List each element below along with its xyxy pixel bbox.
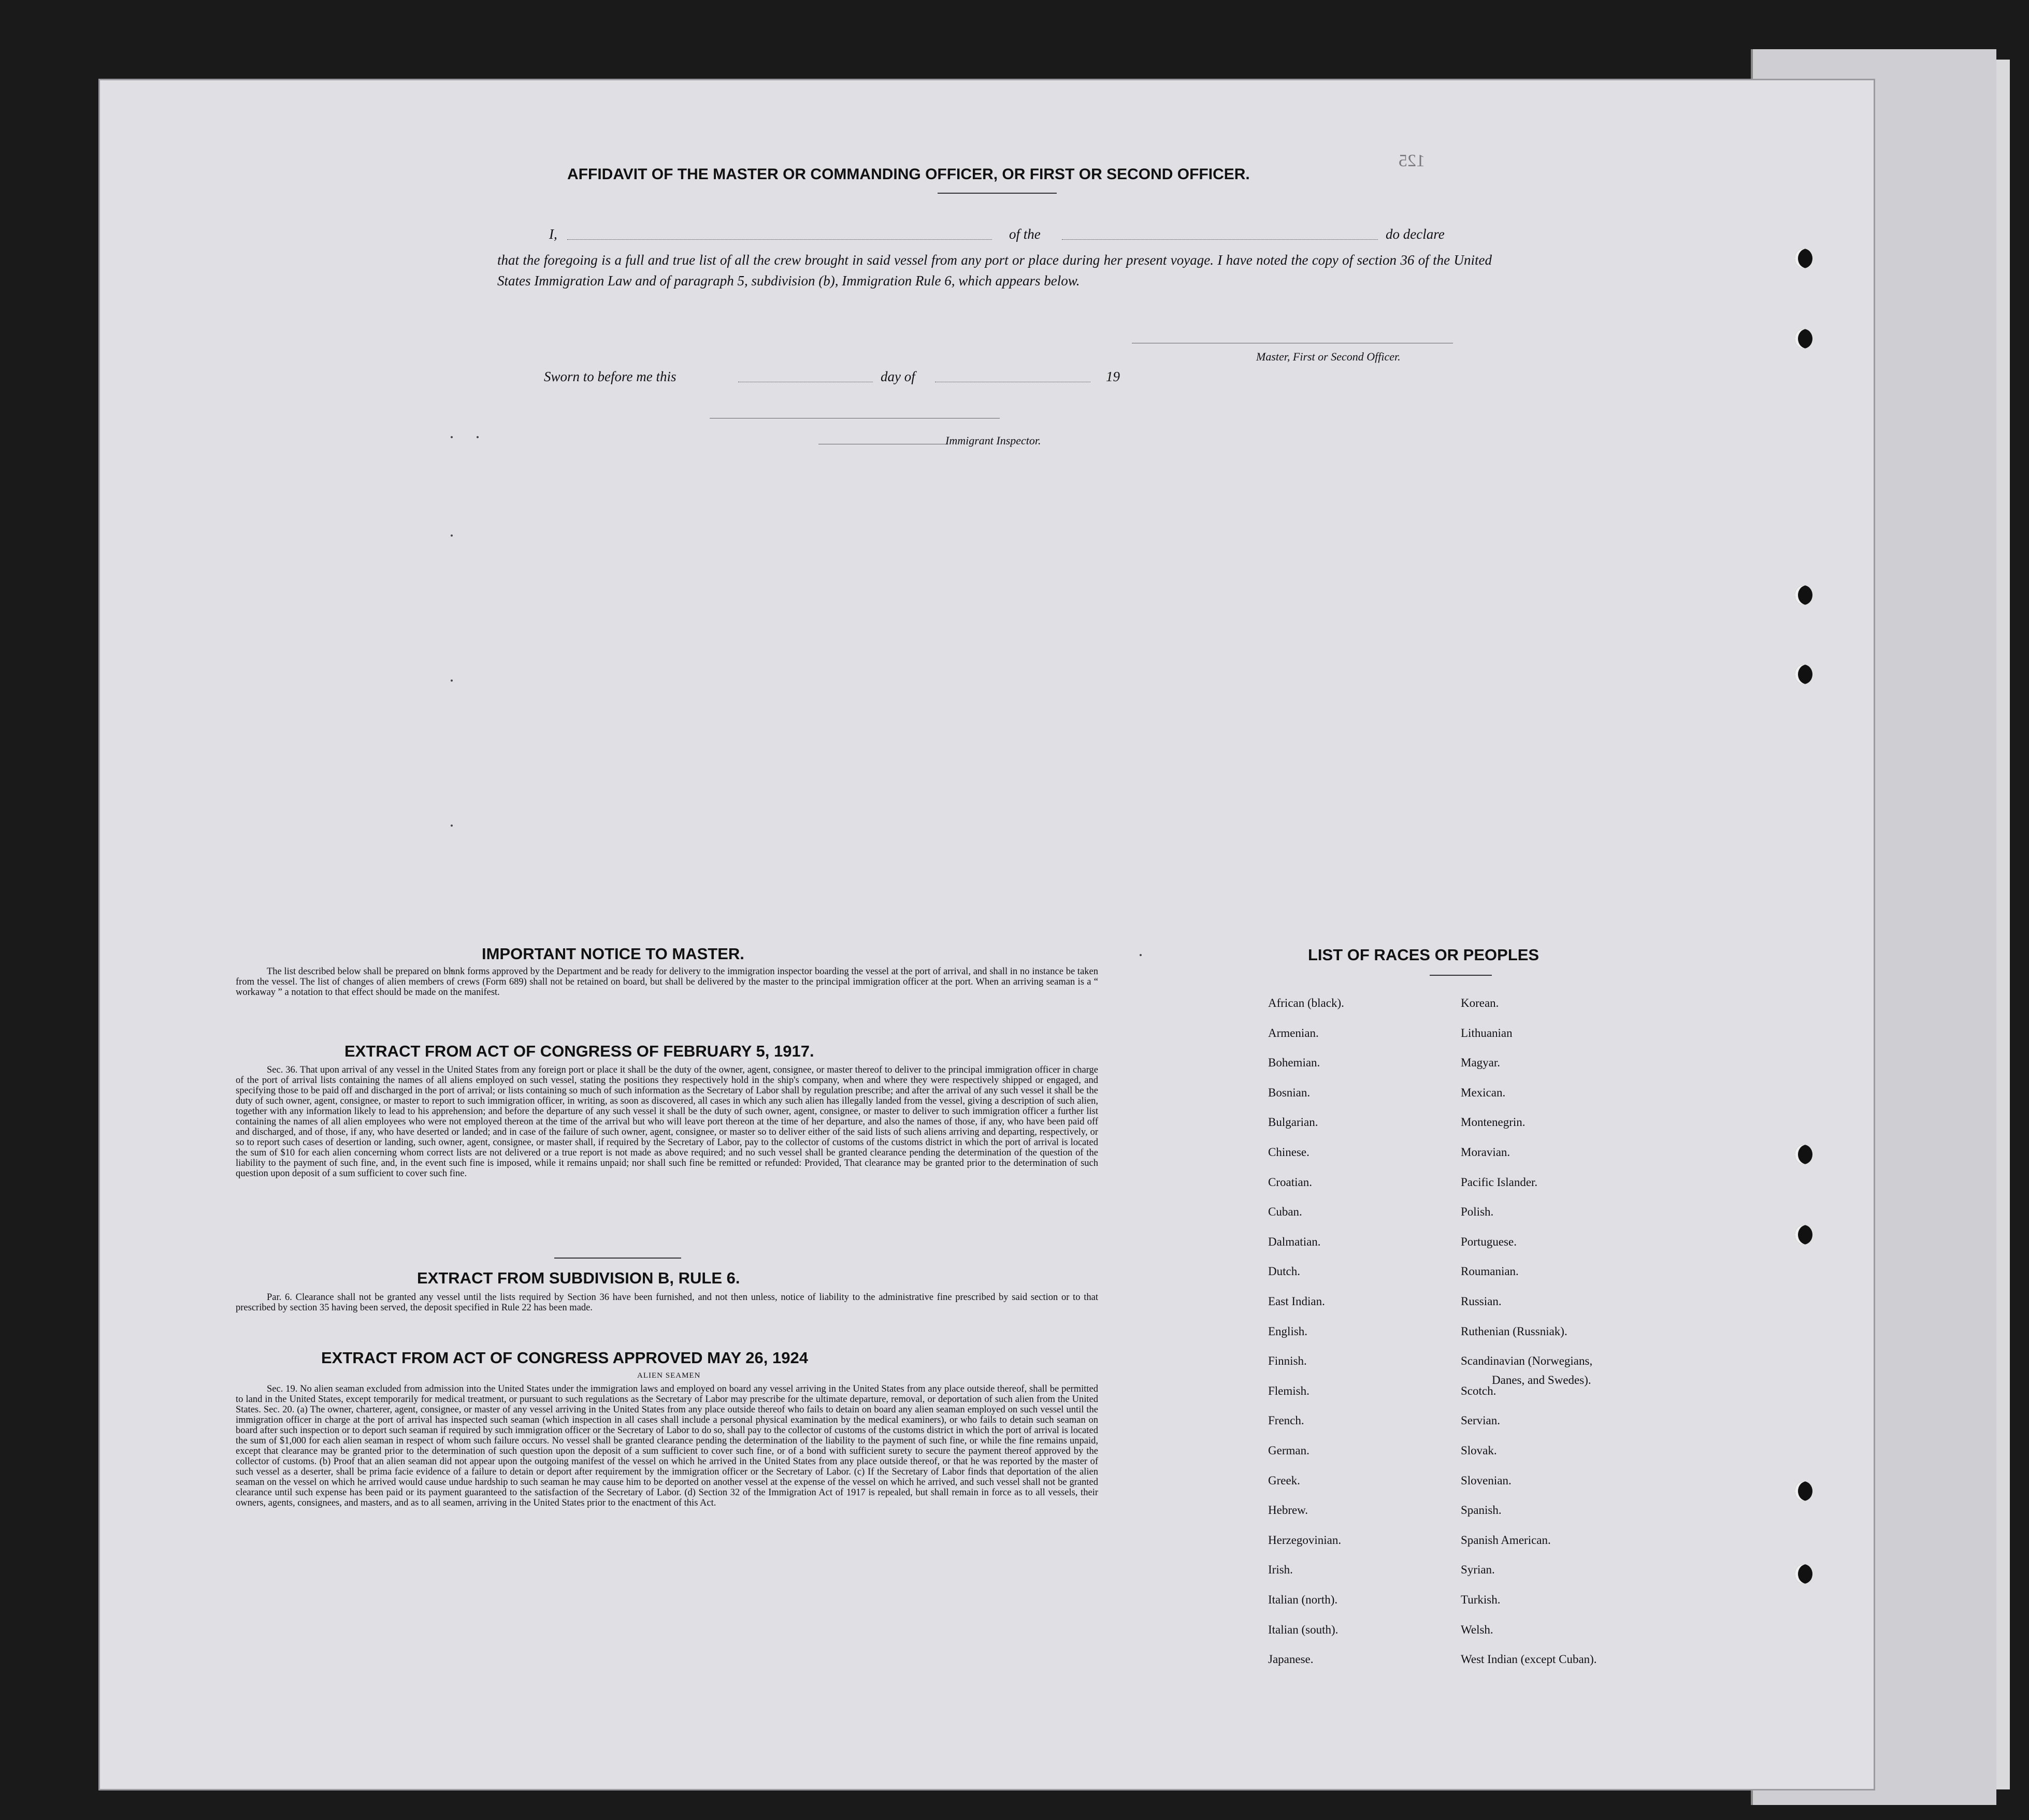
punch-hole bbox=[1795, 585, 1812, 605]
affidavit-body: that the foregoing is a full and true list of all the crew brought in said vessel from any port or place during her present voyage. I have noted the copy of section 36 of the United States Immigration Law and of paragraph 5, subdivision (b), Immigration Rule 6, which appears below. bbox=[497, 252, 1492, 288]
race-item: Dalmatian. bbox=[1268, 1235, 1321, 1248]
race-item: Slovenian. bbox=[1461, 1474, 1512, 1487]
inspector-caption: Immigrant Inspector. bbox=[945, 434, 1041, 447]
race-item: Roumanian. bbox=[1461, 1265, 1519, 1278]
race-item: Magyar. bbox=[1461, 1056, 1501, 1070]
race-item: Syrian. bbox=[1461, 1563, 1495, 1577]
dot-mark bbox=[451, 825, 453, 827]
year-text: 19 bbox=[1106, 369, 1120, 384]
extract2-text: Par. 6. Clearance shall not be granted any vessel until the lists required by Section 36 have been furnished, and not then unless, notice of liability to the administrative fine prescribed by said section or to that prescribed by section 35 having been served, the deposit specified in Rule 22 has been made. bbox=[236, 1292, 1098, 1313]
extract3-subtitle: ALIEN SEAMEN bbox=[637, 1371, 701, 1380]
punch-hole bbox=[1795, 329, 1812, 349]
race-item: Armenian. bbox=[1268, 1026, 1319, 1039]
extract3-text: Sec. 19. No alien seaman excluded from admission into the United States under the immigration laws and employed on board any vessel arriving in the United States from any place outside thereof, shall be permitted to land in the United States, except temporarily for medical treatment, or pursuant to such regulations as the Secretary of Labor may prescribe for the ultimate departure, removal, or deportation of such alien from the United States. Sec. 20. (a) The owner, charterer, agent, consignee, or master of any vessel arriving in the United States from any place outside thereof who fails to detain on board any alien seaman employed on such vessel until the immigration officer in charge at the port of arrival has inspected such seaman (which inspection in all cases shall include a personal physical examination by the medical examiners), or who fails to detain such seaman on board after such inspection or to deport such seaman if required by such immigration officer or the Secretary of Labor to do so, shall pay to the collector of customs of the customs district in which the port of arrival is located the sum of $1,000 for each alien seaman in respect of whom such failure occurs. No vessel shall be granted clearance pending the determination of the liability to the payment of such fine, or while the fine remains unpaid, except that clearance may be granted prior to the determination of such question upon the deposit of a sum sufficient to cover such fine, or of a bond with sufficient surety to secure the payment thereof approved by the collector of customs. (b) Proof that an alien seaman did not appear upon the outgoing manifest of the vessel on which he arrived in the United States from any place outside thereof, or that he was reported by the master of such vessel as a deserter, shall be prima facie evidence of a failure to detain or deport after requirement by the immigration officer or the Secretary of Labor. (c) If the Secretary of Labor finds that deportation of the alien seaman on the vessel on which he arrived would cause undue hardship to such seaman he may cause him to be deported on another vessel at the expense of the vessel on which he arrived, and such vessel shall not be granted clearance until such expense has been paid or its payment guaranteed to the satisfaction of the Secretary of Labor. (d) Section 32 of the Immigration Act of 1917 is repealed, but shall remain in force as to all vessels, their owners, agents, consignees, and masters, and as to all seamen, arriving in the United States prior to the enactment of this Act. bbox=[236, 1384, 1098, 1508]
race-item: Slovak. bbox=[1461, 1444, 1497, 1457]
race-item: Bohemian. bbox=[1268, 1056, 1320, 1070]
race-item: Croatian. bbox=[1268, 1175, 1312, 1189]
race-item: Irish. bbox=[1268, 1563, 1293, 1577]
race-item: East Indian. bbox=[1268, 1295, 1325, 1308]
day-of-text: day of bbox=[881, 369, 915, 384]
race-item: Dutch. bbox=[1268, 1265, 1300, 1278]
race-item: Spanish. bbox=[1461, 1504, 1502, 1517]
race-item: Mexican. bbox=[1461, 1086, 1506, 1099]
extract2-title: EXTRACT FROM SUBDIVISION B, RULE 6. bbox=[417, 1269, 740, 1287]
race-item: Cuban. bbox=[1268, 1205, 1302, 1219]
dot-mark bbox=[477, 436, 479, 438]
dot-mark bbox=[451, 436, 453, 438]
page-number-bleed: 125 bbox=[1399, 151, 1425, 170]
race-item: Hebrew. bbox=[1268, 1504, 1308, 1517]
vessel-line bbox=[1062, 239, 1378, 240]
punch-hole bbox=[1795, 249, 1812, 268]
race-item: Italian (south). bbox=[1268, 1623, 1339, 1636]
race-item: Portuguese. bbox=[1461, 1235, 1517, 1248]
race-item: Flemish. bbox=[1268, 1384, 1310, 1397]
race-item: Bulgarian. bbox=[1268, 1116, 1318, 1129]
race-item: Japanese. bbox=[1268, 1653, 1314, 1666]
race-item: German. bbox=[1268, 1444, 1310, 1457]
race-item: Turkish. bbox=[1461, 1593, 1501, 1606]
notice-text: The list described below shall be prepared on blank forms approved by the Department and be ready for delivery to the immigration inspector boarding the vessel at the port of arrival, and shall in no instance be taken from the vessel. The list of changes of alien members of crews (Form 689) shall not be retained on board, but shall be delivered by the master to the principal immigration officer at the port. When an arriving seaman is a “ workaway ” a notation to that effect should be made on the manifest. bbox=[236, 966, 1098, 998]
race-item: Herzegovinian. bbox=[1268, 1533, 1342, 1547]
race-item: Scotch. bbox=[1461, 1384, 1496, 1397]
punch-hole bbox=[1795, 1225, 1812, 1245]
sworn-text: Sworn to before me this bbox=[544, 369, 677, 384]
punch-hole bbox=[1795, 1145, 1812, 1164]
race-item: Finnish. bbox=[1268, 1354, 1307, 1368]
name-line bbox=[567, 239, 992, 240]
race-item: Korean. bbox=[1461, 996, 1499, 1009]
affidavit-declare: do declare bbox=[1386, 226, 1445, 242]
dot-mark bbox=[451, 680, 453, 682]
section-rule bbox=[554, 1258, 681, 1259]
document-page bbox=[98, 79, 1875, 1790]
race-item: French. bbox=[1268, 1414, 1304, 1427]
punch-hole bbox=[1795, 665, 1812, 684]
race-item: Polish. bbox=[1461, 1205, 1494, 1219]
race-item: Montenegrin. bbox=[1461, 1116, 1526, 1129]
race-item: Welsh. bbox=[1461, 1623, 1493, 1636]
race-item: Chinese. bbox=[1268, 1146, 1310, 1159]
race-item: African (black). bbox=[1268, 996, 1344, 1009]
race-item: Spanish American. bbox=[1461, 1533, 1551, 1547]
notice-title: IMPORTANT NOTICE TO MASTER. bbox=[482, 945, 744, 963]
race-item: Italian (north). bbox=[1268, 1593, 1338, 1606]
race-item: Pacific Islander. bbox=[1461, 1175, 1538, 1189]
dot-mark bbox=[451, 535, 453, 537]
races-rule bbox=[1430, 975, 1492, 976]
affidavit-title: AFFIDAVIT OF THE MASTER OR COMMANDING OFFICER, OR FIRST OR SECOND OFFICER. bbox=[567, 166, 1250, 183]
extract3-title: EXTRACT FROM ACT OF CONGRESS APPROVED MAY 26, 1924 bbox=[321, 1349, 808, 1367]
punch-hole bbox=[1795, 1481, 1812, 1501]
race-item: West Indian (except Cuban). bbox=[1461, 1653, 1597, 1666]
race-item: Bosnian. bbox=[1268, 1086, 1311, 1099]
extract1-text: Sec. 36. That upon arrival of any vessel in the United States from any foreign port or place it shall be the duty of the owner, agent, consignee, or master thereof to deliver to the principal immigration officer in charge of the port of arrival lists containing the names of all aliens employed on such vessel, stating the positions they respectively hold in the ship's company, when and where they were respectively shipped or engaged, and specifying those to be paid off and discharged in the port of arrival; or lists containing so much of such information as the Secretary of Labor shall by regulation prescribe; and after the arrival of any such vessel it shall be the duty of such owner, agent, consignee, or master to report to such immigration officer, in writing, as soon as discovered, all cases in which any such alien has illegally landed from the vessel, giving a description of such alien, together with any information likely to lead to his apprehension; and before the departure of any such vessel it shall be the duty of such owner, agent, consignee, or master to deliver to such immigration officer a further list containing the names of all alien employees who were not employed thereon at the time of the arrival but who will leave port thereon at the time of her departure, and also the names of those, if any, who have been paid off and discharged, and of those, if any, who have deserted or landed; and in case of the failure of such owner, agent, consignee, or master so to deliver either of the said lists of such aliens arriving and departing, respectively, or so to report such cases of desertion or landing, such owner, agent, consignee, or master shall, if required by the Secretary of Labor, pay to the collector of customs of the customs district in which the port of arrival is located the sum of $10 for each alien concerning whom correct lists are not delivered or a true report is not made as above required; and no such vessel shall be granted clearance pending the determination of the question of the liability to the payment of such fine, and, in the event such fine is imposed, while it remains unpaid; nor shall such fine be remitted or refunded: Provided, That clearance may be granted prior to the determination of such question upon deposit of a sum sufficient to cover such fine. bbox=[236, 1065, 1098, 1179]
race-item: Moravian. bbox=[1461, 1146, 1510, 1159]
race-scandinavian-cont: Danes, and Swedes). bbox=[1492, 1374, 1591, 1386]
punch-hole bbox=[1795, 1564, 1812, 1584]
signer-caption: Master, First or Second Officer. bbox=[1256, 350, 1401, 363]
race-item: Servian. bbox=[1461, 1414, 1501, 1427]
title-rule bbox=[938, 193, 1057, 194]
race-item: Greek. bbox=[1268, 1474, 1300, 1487]
race-item: English. bbox=[1268, 1324, 1308, 1338]
extract1-title: EXTRACT FROM ACT OF CONGRESS OF FEBRUARY 5, 1917. bbox=[344, 1042, 814, 1060]
races-title: LIST OF RACES OR PEOPLES bbox=[1308, 946, 1539, 964]
race-item: Ruthenian (Russniak). bbox=[1461, 1324, 1567, 1338]
race-item: Russian. bbox=[1461, 1295, 1502, 1308]
dot-mark bbox=[1140, 954, 1142, 956]
race-item: Lithuanian bbox=[1461, 1026, 1513, 1039]
race-item: Scandinavian (Norwegians, bbox=[1461, 1354, 1593, 1368]
affidavit-i: I, bbox=[549, 226, 557, 242]
affidavit-of-the: of the bbox=[1009, 226, 1041, 242]
